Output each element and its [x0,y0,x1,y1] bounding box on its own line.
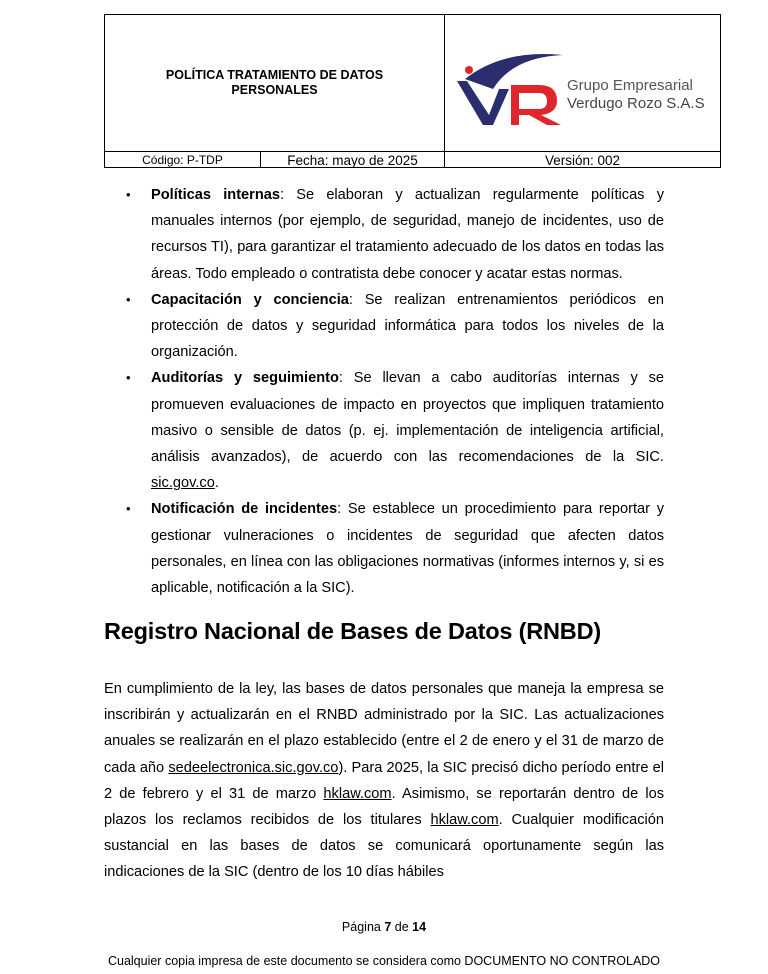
logo-dot [465,66,473,74]
footer-note: Cualquier copia impresa de este documento se considera como DOCUMENTO NO CONTROLADO [107,954,661,968]
header-meta-row [105,151,720,168]
document-version: Versión: 002 [544,152,621,168]
bullet-text: : Se elaboran y actualizan regularmente políticas y manuales internos (por ejemplo, de seguridad, manejo de incidentes, uso de recursos TI), para garantizar el tratamiento adecuado de los datos en todas las áreas. Todo empleado o contratista debe conocer y acatar estas normas. [151,187,664,282]
logo-v [457,81,509,125]
sic-link[interactable]: sic.gov.co [151,475,215,492]
bullet-text: : Se establece un procedimiento para reportar y gestionar vulneraciones o incidentes de seguridad que afecten datos personales, en línea con las obligaciones normativas (informes internos y, si es aplicable, notificación a la SIC). [151,501,665,597]
company-logo [445,15,720,151]
list-item [124,365,664,496]
paragraph-text: En cumplimiento de la ley, las bases de datos personales que maneja la empresa se inscribirán y actualizarán en el RNBD administrado por la SIC. Las actualizaciones anuales se realizarán en el plazo establecido (entre el 2 de enero y el 31 de marzo de cada año [104,681,664,776]
section-paragraph [104,676,664,886]
bullet-term: Políticas internas [151,187,280,203]
hklaw-link[interactable]: hklaw.com [323,785,392,802]
logo-line2: Verdugo Rozo S.A.S [567,95,705,112]
section-heading: Registro Nacional de Bases de Datos (RNBD) [104,618,601,644]
list-item [124,287,664,366]
logo-r [511,85,561,125]
page-current: 7 [384,920,392,934]
logo-swoosh [465,54,563,89]
document-header [104,14,721,168]
page-total: 14 [412,920,427,934]
sedeelectronica-link[interactable]: sedeelectronica.sic.gov.co [168,759,339,776]
hklaw-link[interactable]: hklaw.com [430,812,499,829]
paragraph-text: ). Para 2025, la SIC precisó dicho período entre el 2 de febrero y el 31 de marzo [104,759,664,802]
document-date: Fecha: mayo de 2025 [261,152,445,168]
page-of: de [394,920,409,934]
paragraph-text: . Asimismo, se reportarán dentro de los plazos los reclamos recibidos de los titulares [104,785,664,829]
document-code: Código: P-TDP [105,152,261,168]
page-number [0,920,768,934]
list-item [124,182,664,287]
bullet-text: : Se realizan entrenamientos periódicos en protección de datos y seguridad informática para todos los niveles de la organización. [151,291,664,361]
bullet-term: Auditorías y seguimiento [151,370,339,387]
list-item [124,496,664,601]
page-label: Página [341,920,381,934]
company-logo-icon [453,49,573,129]
bullet-term: Capacitación y conciencia [151,291,349,308]
bullet-term: Notificación de incidentes [151,501,338,518]
paragraph-text: . Cualquier modificación sustancial en las bases de datos se comunicará oportunamente según las indicaciones de la SIC (dentro de los 10 días hábiles [104,812,664,881]
logo-line1: Grupo Empresarial [567,77,693,94]
bullet-text-end: . [214,475,219,492]
bullet-text: : Se llevan a cabo auditorías internas y se promueven evaluaciones de impacto en proyectos que impliquen tratamiento masivo o sensible de datos (p. ej. implementación de inteligencia artificial, análisis avanzados), de acuerdo con las recomendaciones de la SIC. [151,370,664,466]
header-title-cell [105,15,445,151]
document-title: POLÍTICA TRATAMIENTO DE DATOS PERSONALES [165,68,384,97]
bullet-list [124,182,664,601]
